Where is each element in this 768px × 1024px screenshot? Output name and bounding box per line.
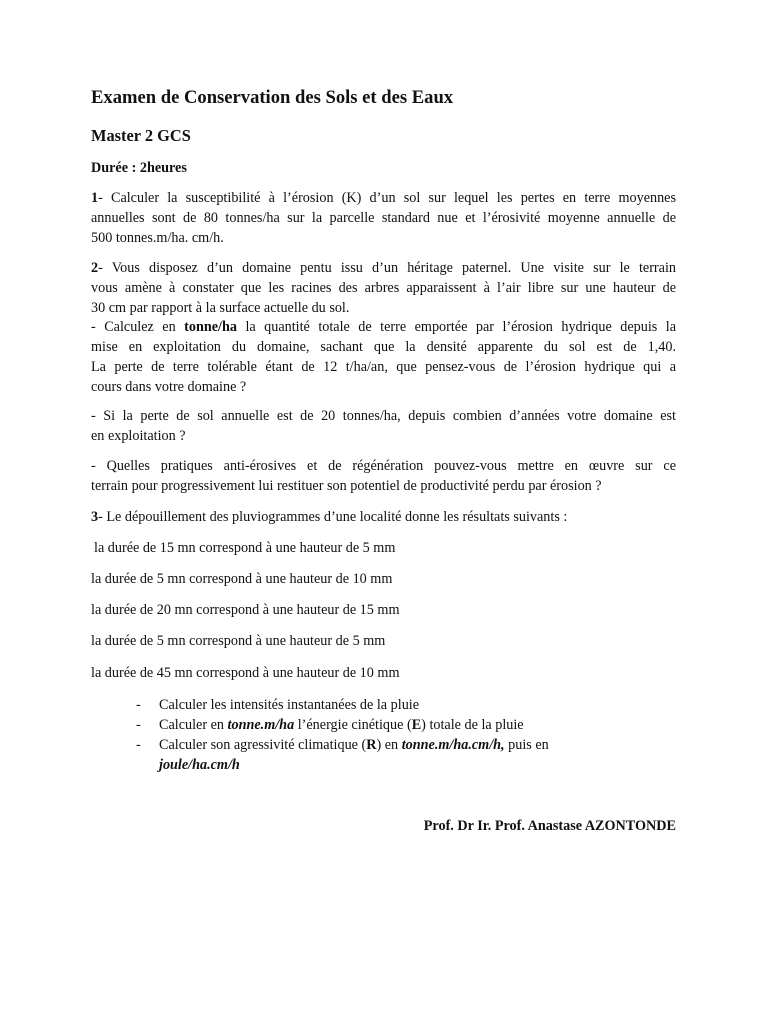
task-item	[136, 695, 596, 715]
question-2-line-3: 30 cm par rapport à la surface actuelle du sol.	[91, 299, 350, 316]
exam-duration: Durée : 2heures	[91, 160, 187, 176]
question-2-number: 2	[91, 260, 99, 276]
task-3-unit-2: joule/ha.cm/h	[159, 757, 240, 773]
task-3-unit-1: tonne.m/ha.cm/h,	[401, 737, 505, 753]
question-2a-unit: tonne/ha	[184, 319, 237, 336]
task-2-symbol: E	[411, 717, 422, 733]
question-2b	[91, 407, 676, 447]
task-list	[136, 695, 596, 775]
list-dash: -	[136, 737, 141, 753]
task-item	[136, 735, 596, 775]
list-dash: -	[136, 697, 141, 713]
task-1-text: Calculer les intensités instantanées de la pluie	[159, 697, 420, 713]
question-1-line-2: annuelles sont de 80 tonnes/ha sur la parcelle standard nue et l’érosivité moyenne annuelle de	[91, 209, 676, 226]
task-2-suffix: ) totale de la pluie	[421, 717, 524, 733]
question-1-number: 1	[91, 190, 99, 206]
task-item	[136, 715, 596, 735]
author-signature: Prof. Dr Ir. Prof. Anastase AZONTONDE	[423, 818, 676, 834]
task-2-prefix: Calculer en	[159, 717, 228, 733]
task-2-mid: l’énergie cinétique (	[294, 717, 412, 733]
task-3-prefix: Calculer son agressivité climatique (	[159, 737, 367, 753]
question-1	[91, 189, 676, 248]
question-1-line-3: 500 tonnes.m/ha. cm/h.	[91, 229, 224, 246]
question-2c-line-2: terrain pour progressivement lui restituer son potentiel de productivité perdu par érosion ?	[91, 477, 602, 494]
measurement-2: la durée de 5 mn correspond à une hauteur de 10 mm	[91, 571, 393, 587]
question-2b-line-2: en exploitation ?	[91, 427, 186, 444]
question-2a-line-2: mise en exploitation du domaine, sachant que la densité apparente du sol est de 1,40.	[91, 339, 676, 356]
measurement-5: la durée de 45 mn correspond à une hauteur de 10 mm	[91, 665, 400, 681]
question-3	[91, 508, 676, 528]
question-2b-line-1: - Si la perte de sol annuelle est de 20 tonnes/ha, depuis combien d’années votre domaine est	[91, 408, 676, 424]
question-2a-line-4: cours dans votre domaine ?	[91, 378, 247, 395]
measurement-4: la durée de 5 mn correspond à une hauteur de 5 mm	[91, 633, 386, 649]
question-2c	[91, 457, 676, 497]
question-1-line-1: - Calculer la susceptibilité à l’érosion (K) d’un sol sur lequel les pertes en terre moyennes	[98, 190, 676, 206]
question-2	[91, 259, 676, 398]
question-2c-line-1: - Quelles pratiques anti-érosives et de régénération pouvez-vous mettre en œuvre sur ce	[91, 458, 676, 474]
exam-level: Master 2 GCS	[91, 126, 191, 145]
question-2a-prefix: - Calculez en	[91, 319, 185, 336]
task-2-unit: tonne.m/ha	[227, 717, 295, 733]
question-3-intro: - Le dépouillement des pluviogrammes d’une localité donne les résultats suivants :	[98, 509, 568, 525]
question-2a-line-3: La perte de terre tolérable étant de 12 t/ha/an, que pensez-vous de l’érosion hydrique qui a	[91, 358, 676, 375]
list-dash: -	[136, 717, 141, 733]
question-2-line-2: vous amène à constater que les racines des arbres apparaissent à l’air libre sur une hauteur de	[91, 279, 676, 296]
measurement-1: la durée de 15 mn correspond à une hauteur de 5 mm	[94, 540, 396, 556]
question-2-line-1: - Vous disposez d’un domaine pentu issu d’un héritage paternel. Une visite sur le terrain	[98, 260, 676, 276]
exam-title: Examen de Conservation des Sols et des Eaux	[91, 87, 454, 108]
task-3-suffix: puis en	[504, 737, 549, 753]
task-3-mid: ) en	[376, 737, 402, 753]
question-2a-text: la quantité totale de terre emportée par l’érosion hydrique depuis la	[236, 319, 676, 336]
measurement-3: la durée de 20 mn correspond à une hauteur de 15 mm	[91, 602, 400, 618]
task-3-symbol: R	[366, 737, 377, 753]
question-3-number: 3	[91, 509, 99, 525]
